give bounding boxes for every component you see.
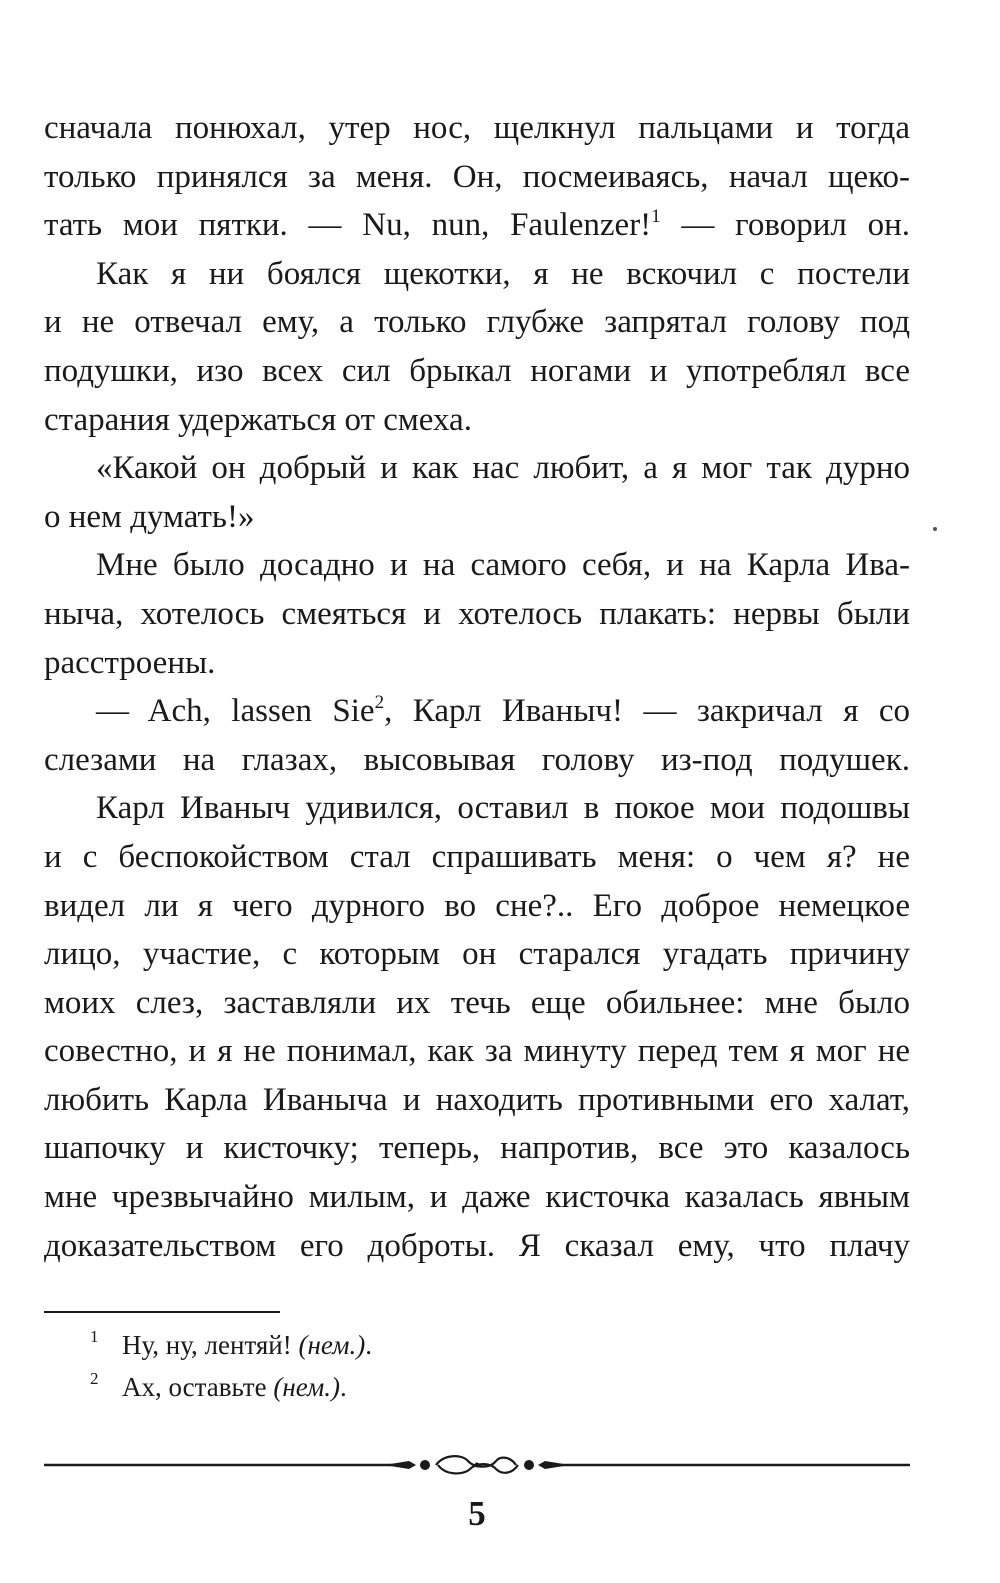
footnote-body: Ну, ну, лентяй! [122, 1330, 299, 1360]
text-line: сначала понюхал, утер нос, щелкнул пальцами и тогда [44, 110, 910, 146]
footnote-mark: 1 [90, 1327, 99, 1346]
text-line: слезами на глазах, высовывая голову из-под подушек. [44, 741, 910, 778]
text-line [44, 201, 910, 250]
main-text [44, 104, 910, 1270]
footnote-ref-2[interactable]: 2 [374, 692, 385, 714]
footnote-language-note: (нем.) [298, 1330, 366, 1360]
text-line: только принялся за меня. Он, посмеиваясь, начал щеко- [44, 158, 910, 195]
footnote-body: Ах, оставьте [122, 1372, 274, 1402]
footnote-1 [90, 1324, 890, 1366]
text-line: видел ли я чего дурного во сне?.. Его доброе немецкое [44, 887, 910, 924]
text-line: Мне было досадно и на самого себя, и на Карла Ива- [96, 547, 910, 584]
text-line: и не отвечал ему, а только глубже запрятал голову под [44, 304, 910, 341]
text-segment: , Карл Иваныч! — закричал я со [384, 693, 910, 730]
page-number: 5 [468, 1494, 486, 1533]
text-line: подушки, изо всех сил брыкал ногами и употреблял все [44, 352, 910, 389]
ornament-divider [44, 1452, 910, 1478]
text-line: совестно, и я не понимал, как за минуту перед тем я мог не [44, 1033, 910, 1070]
print-speck [933, 527, 937, 531]
text-line: доказательством его доброты. Я сказал ему, что плачу [44, 1227, 910, 1264]
footnote-separator [44, 1311, 280, 1313]
text-line: Карл Иваныч удивился, оставил в покое мои подошвы [96, 790, 910, 827]
text-line: о нем думать!» [44, 498, 255, 535]
footnote-text [122, 1324, 372, 1366]
footnote-end: . [365, 1330, 372, 1360]
text-line: старания удержаться от смеха. [44, 401, 472, 438]
text-line: ныча, хотелось смеяться и хотелось плакать: нервы были [44, 595, 910, 632]
text-line: Как я ни боялся щекотки, я не вскочил с постели [96, 255, 910, 292]
footnote-language-note: (нем.) [273, 1372, 341, 1402]
text-segment: — говорил он. [660, 207, 910, 244]
text-segment: — Ach, lassen Sie [96, 693, 375, 730]
text-line [44, 687, 910, 736]
text-segment: тать мои пятки. — Nu, nun, Faulenzer! [44, 207, 652, 244]
footnote-text [122, 1366, 347, 1408]
footnote-ref-1[interactable]: 1 [651, 206, 661, 228]
text-line: мне чрезвычайно милым, и даже кисточка казалась явным [44, 1179, 910, 1216]
footnote-end: . [340, 1372, 347, 1402]
text-line: шапочку и кисточку; теперь, напротив, все это казалось [44, 1130, 910, 1167]
footnote-mark: 2 [90, 1369, 99, 1388]
text-line: и с беспокойством стал спрашивать меня: о чем я? не [44, 838, 910, 875]
footnotes [90, 1324, 890, 1408]
footnote-2 [90, 1366, 890, 1408]
text-line: «Какой он добрый и как нас любит, а я мог так дурно [96, 450, 910, 487]
text-line: моих слез, заставляли их течь еще обильнее: мне было [44, 984, 910, 1021]
text-line: лицо, участие, с которым он старался угадать причину [44, 936, 910, 973]
text-line: расстроены. [44, 644, 216, 681]
text-line: любить Карла Иваныча и находить противными его халат, [44, 1081, 910, 1118]
